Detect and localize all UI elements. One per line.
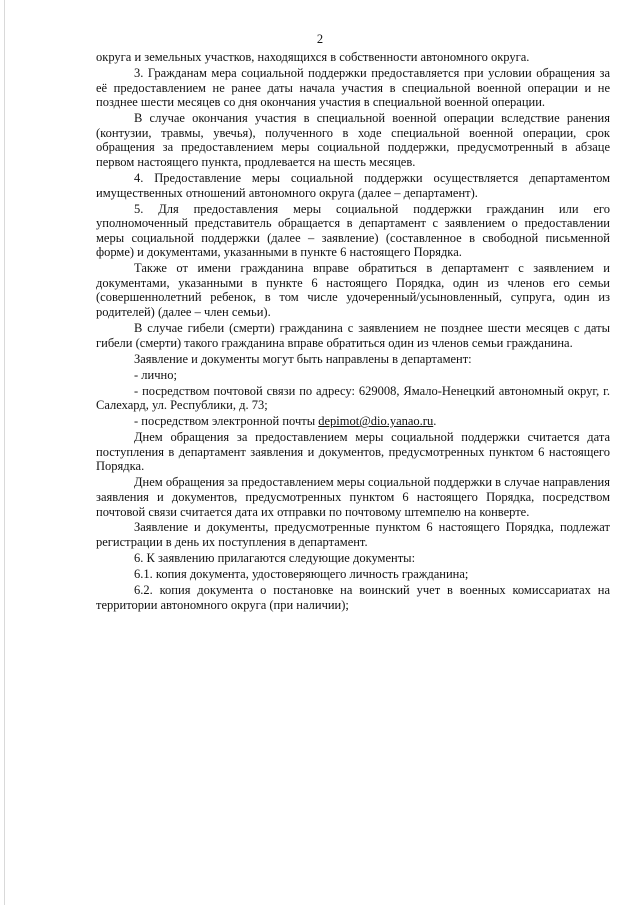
email-prefix: - посредством электронной почты <box>134 414 319 429</box>
paragraph-2: 3. Гражданам мера социальной поддержки предоставляется при условии обращения за её предоставлением не ранее даты начала участия в специальной военной операции и не позднее шести месяцев со дня окончания участия в специальной военной операции. <box>96 65 610 110</box>
list-item-email <box>96 414 610 429</box>
paragraph-17: 6.2. копия документа о постановке на воинский учет в военных комиссариатах на территории автономного округа (при наличии); <box>96 583 610 612</box>
paragraph-8: Заявление и документы могут быть направлены в департамент: <box>134 351 472 366</box>
paragraph-12: Днем обращения за предоставлением меры социальной поддержки считается дата поступления в департамент заявления и документов, предусмотренных пунктом 6 настоящего Порядка. <box>96 430 610 474</box>
paragraph-4: 4. Предоставление меры социальной поддержки осуществляется департаментом имущественных отношений автономного округа (далее – департамент). <box>96 170 610 200</box>
paragraph-15: 6. К заявлению прилагаются следующие документы: <box>134 551 416 566</box>
paragraph-16: 6.1. копия документа, удостоверяющего личность гражданина; <box>134 567 469 582</box>
email-suffix: . <box>433 414 437 429</box>
paragraph-14: Заявление и документы, предусмотренные пунктом 6 настоящего Порядка, подлежат регистрации в день их поступления в департамент. <box>96 520 610 550</box>
paragraph-3: В случае окончания участия в специальной военной операции вследствие ранения (контузии, травмы, увечья), полученного в ходе специальной военной операции, срок обращения за предоставлением меры социальной поддержки, предусмотренный в абзаце первом настоящего пункта, продлевается на шесть месяцев. <box>96 111 610 169</box>
page-number: 2 <box>316 32 324 46</box>
document-body <box>96 50 610 614</box>
paragraph-6: Также от имени гражданина вправе обратиться в департамент с заявлением и документами, указанными в пункте 6 настоящего Порядка, один из членов его семьи (совершеннолетний ребенок, в том числе удочеренный/усыновленный, супруга, один из родителей) (далее – член семьи). <box>96 261 610 320</box>
paragraph-1: округа и земельных участков, находящихся в собственности автономного округа. <box>96 50 530 64</box>
scan-edge-line <box>4 0 5 905</box>
paragraph-7: В случае гибели (смерти) гражданина с заявлением не позднее шести месяцев с даты гибели (смерти) такого гражданина вправе обратиться один из членов семьи гражданина. <box>96 321 610 350</box>
email-link[interactable]: depimot@dio.yanao.ru <box>318 414 434 429</box>
list-item-in-person: - лично; <box>134 367 177 382</box>
paragraph-13: Днем обращения за предоставлением меры социальной поддержки в случае направления заявления и документов, предусмотренных пунктом 6 настоящего Порядка, посредством почтовой связи считается дата их отправки по почтовому штемпелю на конверте. <box>96 475 610 519</box>
list-item-postal: - посредством почтовой связи по адресу: 629008, Ямало-Ненецкий автономный округ, г. Салехард, ул. Республики, д. 73; <box>96 383 610 413</box>
paragraph-5: 5. Для предоставления меры социальной поддержки гражданин или его уполномоченный представитель обращается в департамент с заявлением о предоставлении меры социальной поддержки (далее – заявление) (составленное в свободной письменной форме) и документами, указанными в пункте 6 настоящего Порядка. <box>96 201 610 260</box>
